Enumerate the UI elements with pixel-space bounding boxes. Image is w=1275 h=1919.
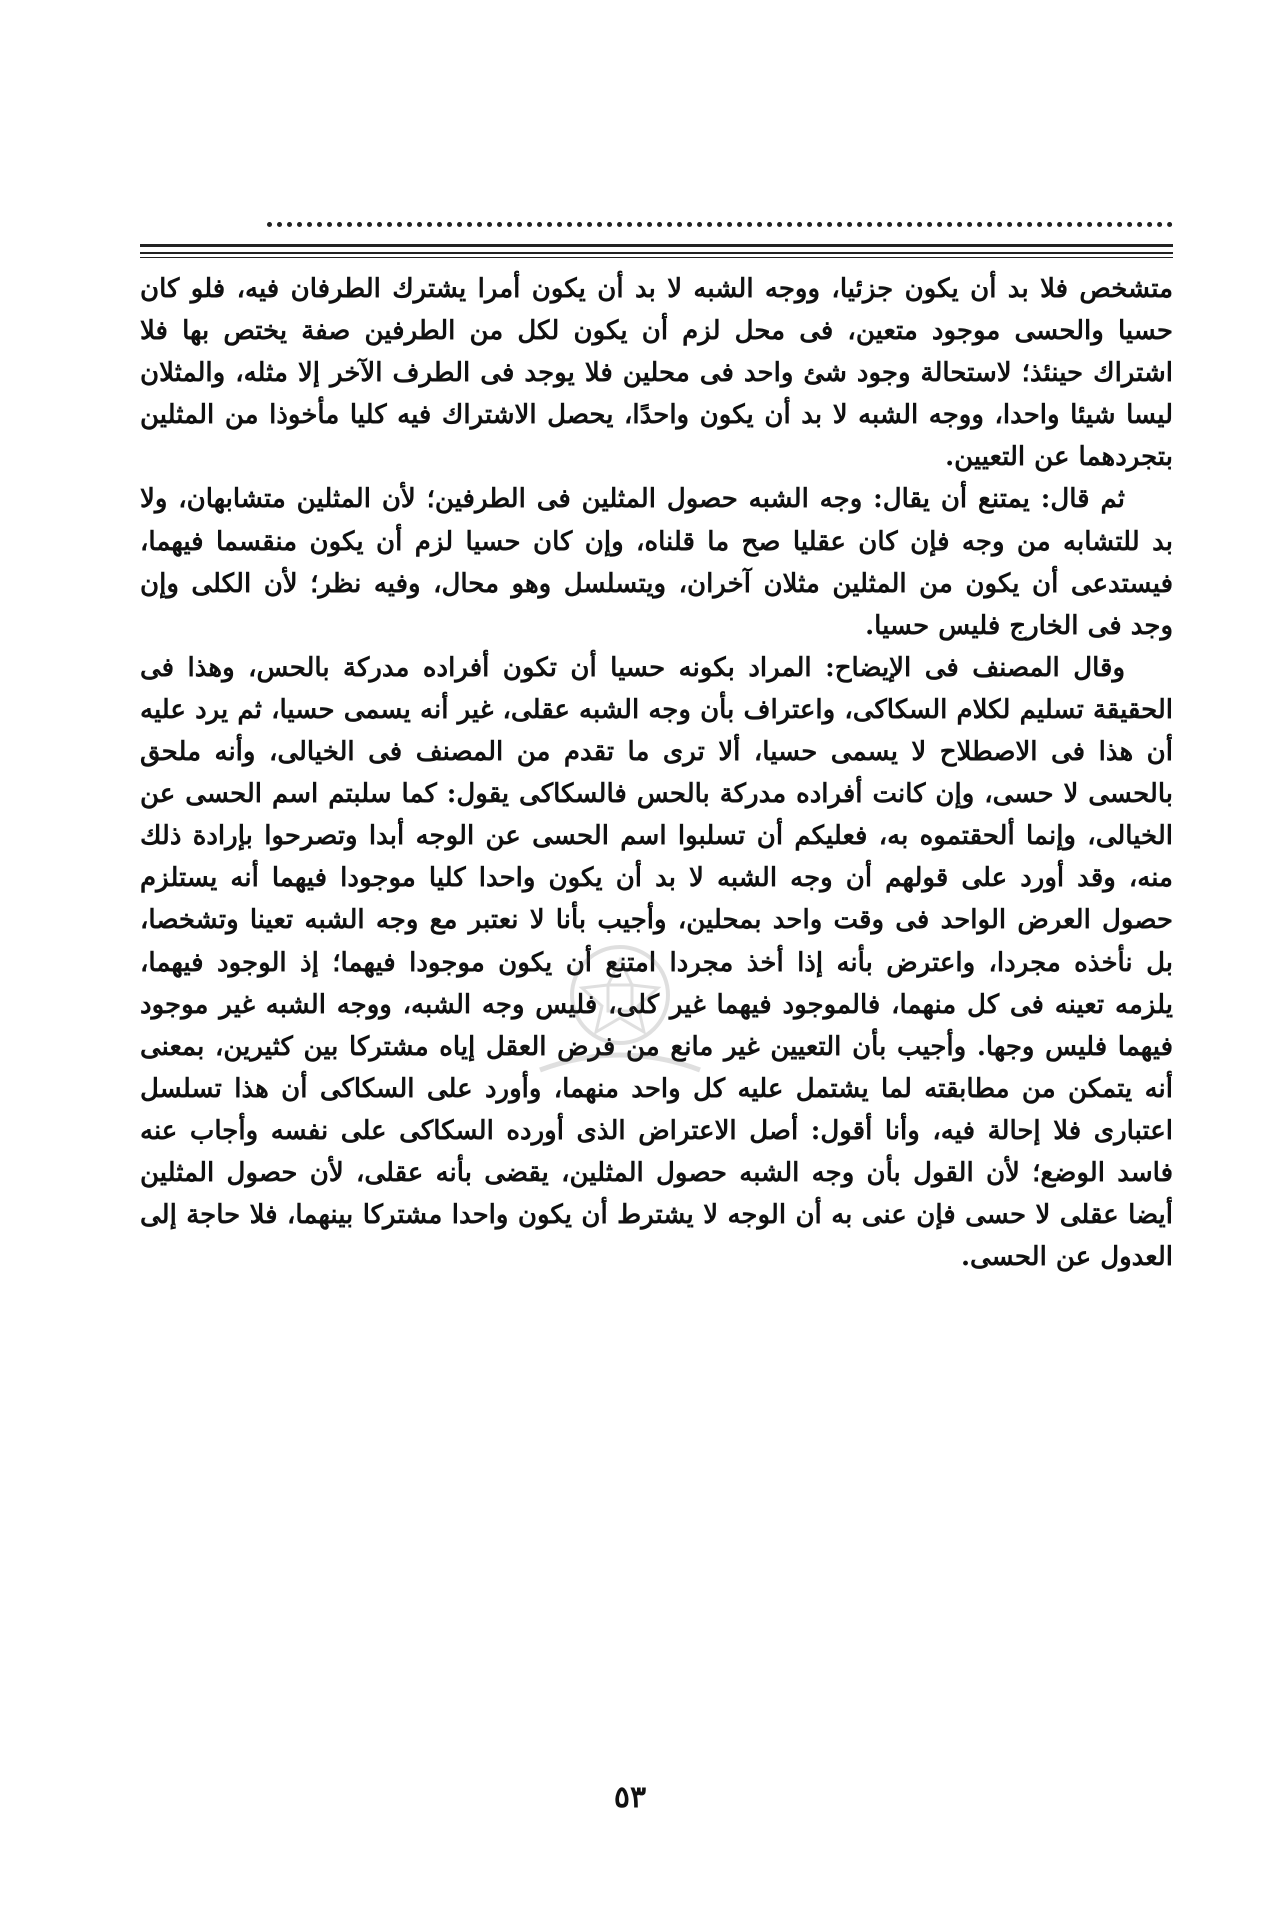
header-rule	[140, 257, 1173, 258]
paragraph: وقال المصنف فى الإيضاح: المراد بكونه حسيا أن تكون أفراده مدركة بالحس، وهذا فى الحقيقة تسليم لكلام السكاكى، واعتراف بأن وجه الشبه عقلى، غير أنه يسمى حسيا، ثم يرد عليه أن هذا فى الاصطلاح لا يسمى حسيا، ألا ترى ما تقدم من المصنف فى الخيالى، وأنه ملحق بالحسى لا حسى، وإن كانت أفراده مدركة بالحس فالسكاكى يقول: كما سلبتم اسم الحسى عن الخيالى، وإنما ألحقتموه به، فعليكم أن تسلبوا اسم الحسى عن الوجه أبدا وتصرحوا بإرادة ذلك منه، وقد أورد على قولهم أن وجه الشبه لا بد أن يكون واحدا كليا موجودا فيهما أنه يستلزم حصول العرض الواحد فى وقت واحد بمحلين، وأجيب بأنا لا نعتبر مع وجه الشبه تعينا وتشخصا، بل نأخذه مجردا، واعترض بأنه إذا أخذ مجردا امتنع أن يكون موجودا فيهما؛ إذ الوجود فيهما، يلزمه تعينه فى كل منهما، فالموجود فيهما غير كلى، فليس وجه الشبه، ووجه الشبه غير موجود فيهما فليس وجها. وأجيب بأن التعيين غير مانع من فرض العقل إياه مشتركا بين كثيرين، بمعنى أنه يتمكن من مطابقته لما يشتمل عليه كل واحد منهما، وأورد على السكاكى أن هذا تسلسل اعتبارى فلا إحالة فيه، وأنا أقول: أصل الاعتراض الذى أورده السكاكى على نفسه وأجاب عنه فاسد الوضع؛ لأن القول بأن وجه الشبه حصول المثلين، يقضى بأنه عقلى، لأن حصول المثلين أيضا عقلى لا حسى فإن عنى به أن الوجه لا يشترط أن يكون واحدا مشتركا بينهما، فلا حاجة إلى العدول عن الحسى.	[140, 652, 1174, 1273]
paragraph: ثم قال: يمتنع أن يقال: وجه الشبه حصول المثلين فى الطرفين؛ لأن المثلين متشابهان، ولا بد للتشابه من وجه فإن كان عقليا صح ما قلناه، وإن كان حسيا لزم أن يكون منقسما فيهما، فيستدعى أن يكون من المثلين مثلان آخران، ويتسلسل وهو محال، وفيه نظر؛ لأن الكلى وإن وجد فى الخارج فليس حسيا.	[140, 484, 1173, 641]
page-number: ٥٣	[613, 1780, 647, 1815]
header-rule	[140, 244, 1173, 247]
body-text	[140, 268, 1173, 1278]
library-seal-watermark	[520, 930, 720, 1090]
header-dotted-line	[267, 222, 1173, 232]
header-rule	[140, 252, 1173, 254]
paragraph: متشخص فلا بد أن يكون جزئيا، ووجه الشبه لا بد أن يكون أمرا يشترك الطرفان فيه، فلو كان حسيا والحسى موجود متعين، فى محل لزم أن يكون لكل من الطرفين صفة يختص بها فلا اشتراك حينئذ؛ لاستحالة وجود شئ واحد فى محلين فلا يوجد فى الطرف الآخر إلا مثله، والمثلان ليسا شيئا واحدا، ووجه الشبه لا بد أن يكون واحدًا، يحصل الاشتراك فيه كليا مأخوذا من المثلين بتجردهما عن التعيين.	[140, 274, 1173, 473]
